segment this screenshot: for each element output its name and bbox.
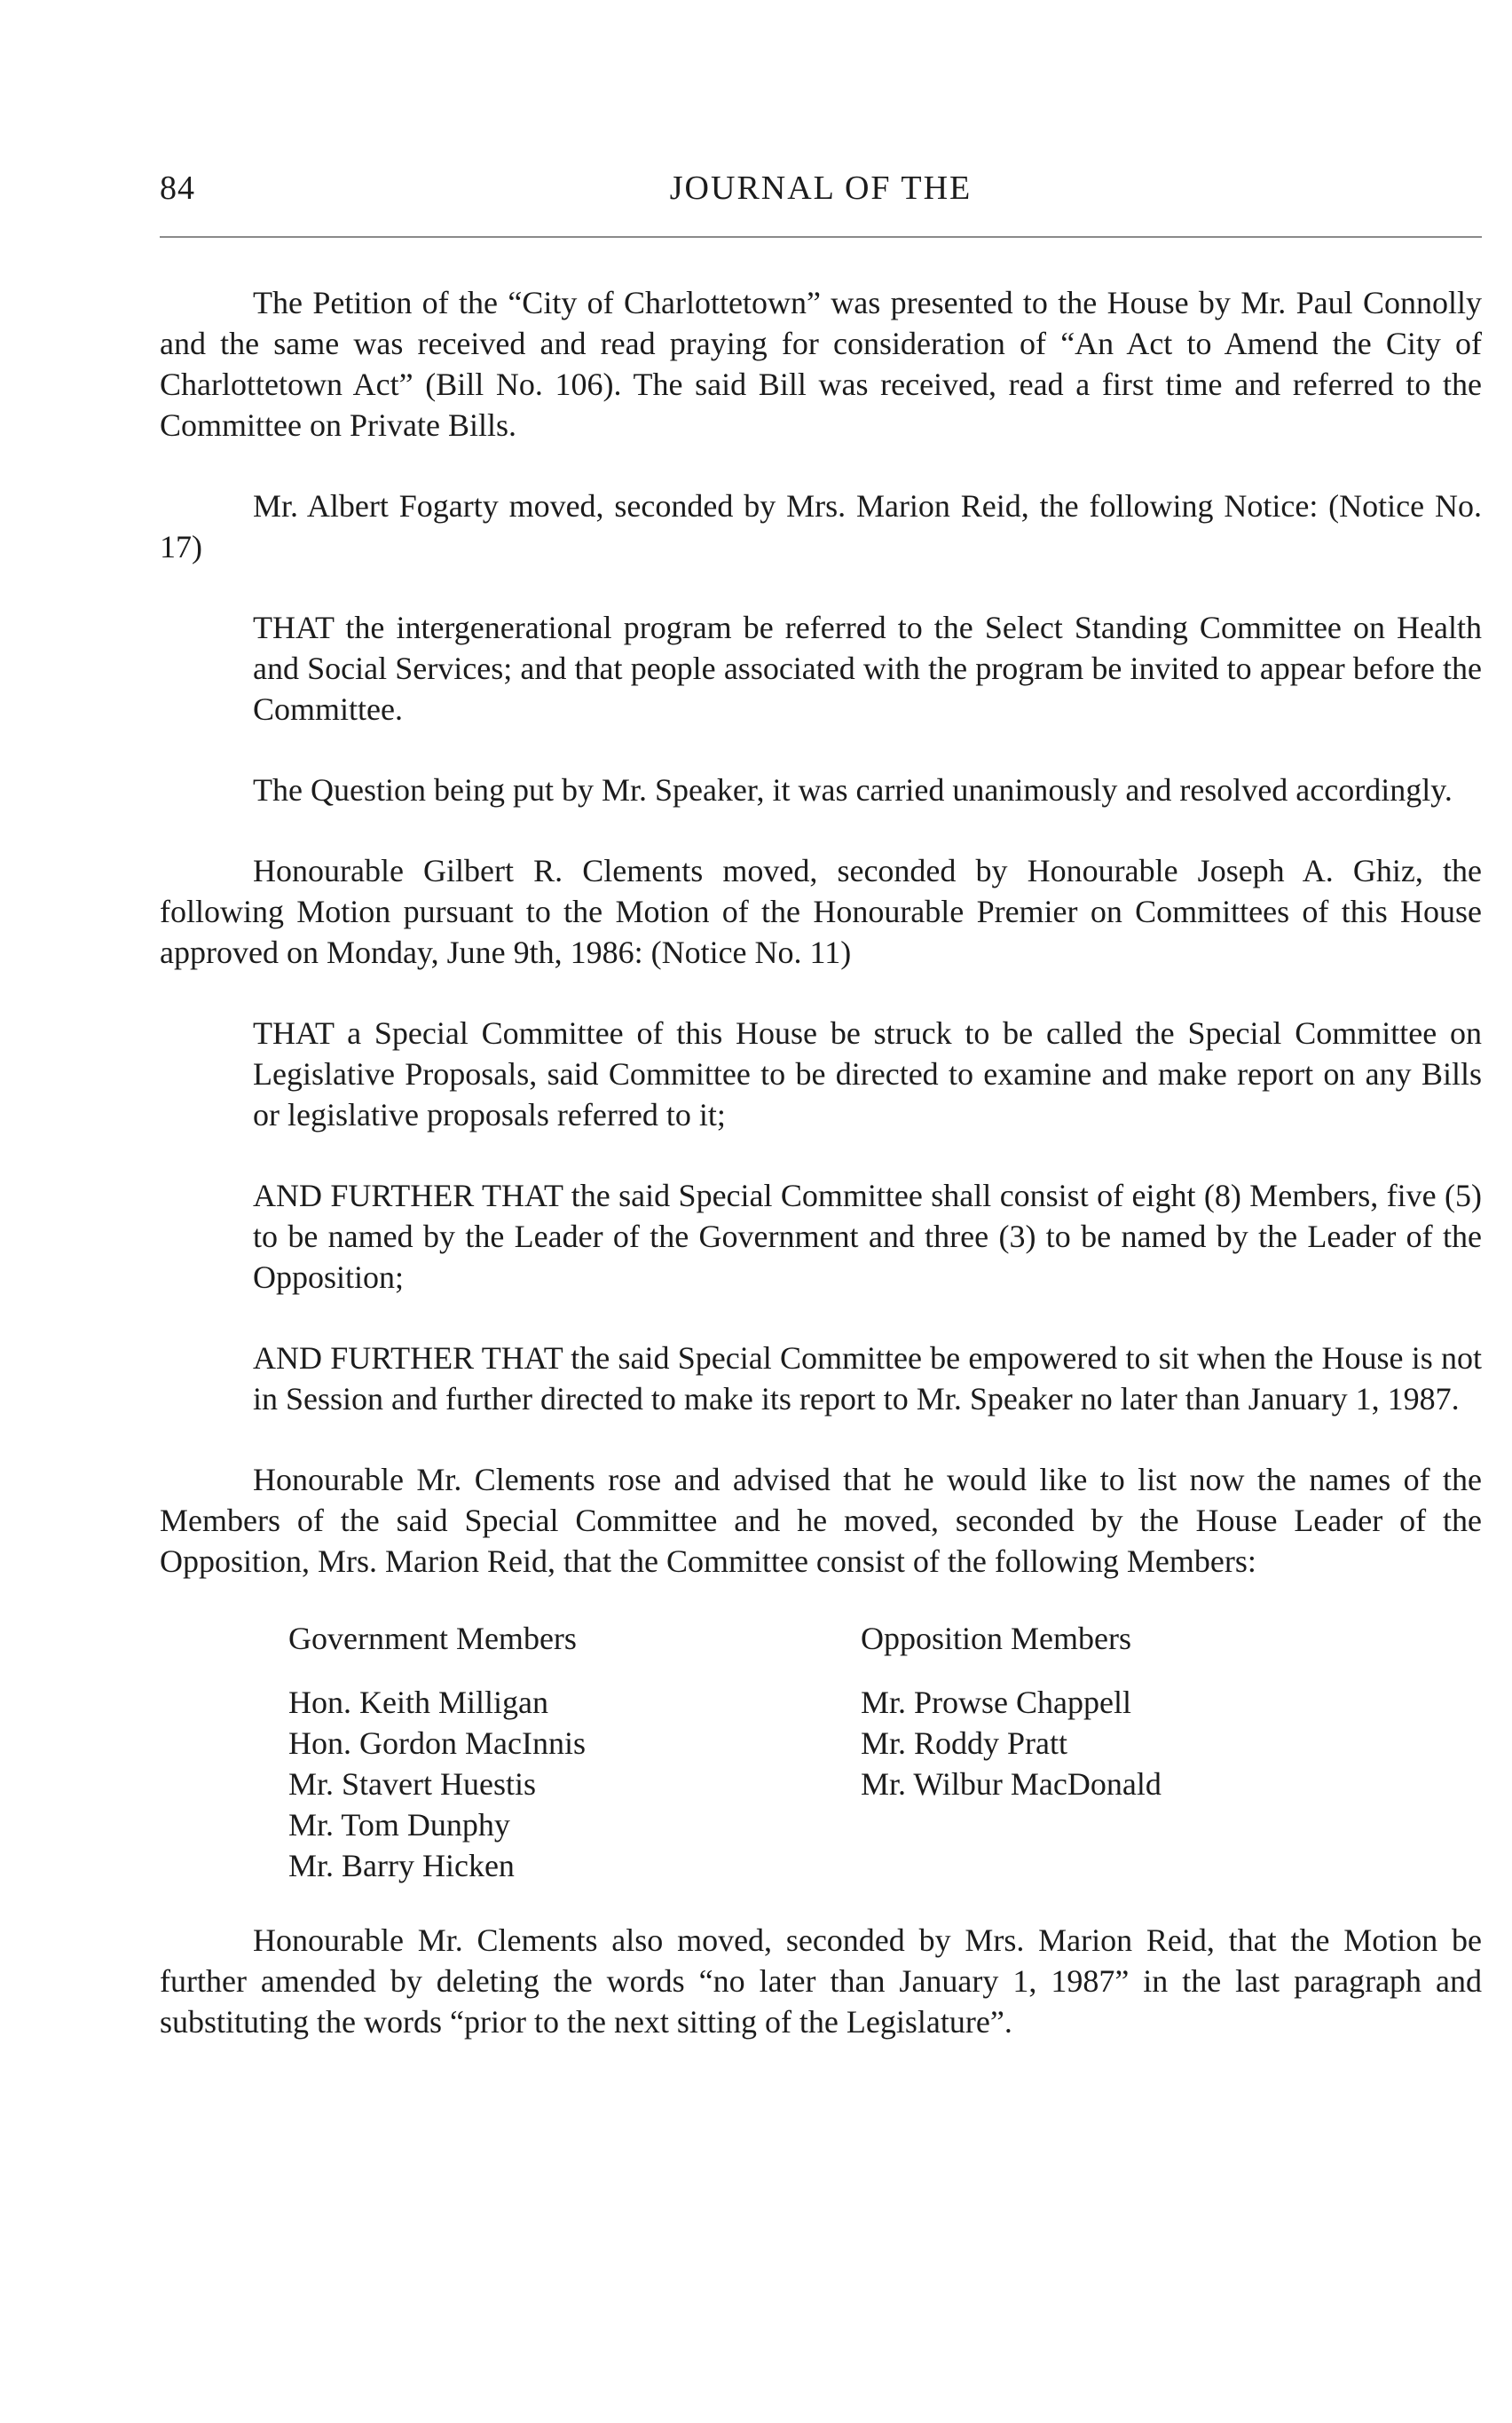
member-name: Mr. Barry Hicken: [288, 1848, 515, 1883]
government-members-column: [288, 1618, 861, 1886]
motion-text: THAT a Special Committee of this House be struck to be called the Special Committee on Legislative Proposals, said Committee to be directed to examine and make report on any Bills or legislative proposals referred to it;: [253, 1015, 1482, 1133]
header-rule: [160, 236, 1482, 238]
closing-paragraph: Honourable Mr. Clements also moved, seconded by Mrs. Marion Reid, that the Motion be further amended by deleting the words “no later than January 1, 1987” in the last paragraph and substituting the words “prior to the next sitting of the Legislature”.: [160, 1922, 1482, 2040]
member-name: Mr. Tom Dunphy: [288, 1807, 510, 1843]
page-header: [160, 169, 1482, 213]
journal-page: [160, 0, 1482, 2423]
member-name: Mr. Wilbur MacDonald: [861, 1766, 1162, 1802]
motion-text: AND FURTHER THAT the said Special Committee be empowered to sit when the House is not in Session and further directed to make its report to Mr. Speaker no later than January 1, 1987.: [253, 1340, 1482, 1417]
opposition-members-column: [861, 1618, 1433, 1886]
member-name: Mr. Stavert Huestis: [288, 1766, 536, 1802]
opposition-members-heading: Opposition Members: [861, 1621, 1131, 1656]
running-title: JOURNAL OF THE: [669, 170, 973, 207]
member-name: Hon. Gordon MacInnis: [288, 1725, 586, 1761]
motion-text: AND FURTHER THAT the said Special Committee shall consist of eight (8) Members, five (5) to be named by the Leader of the Government and three (3) to be named by the Leader of the Opposition;: [253, 1178, 1482, 1295]
notice-paragraph: Mr. Albert Fogarty moved, seconded by Mrs. Marion Reid, the following Notice: (Notice No. 17): [160, 488, 1482, 564]
member-name: Mr. Roddy Pratt: [861, 1725, 1068, 1761]
petition-paragraph: The Petition of the “City of Charlottetown” was presented to the House by Mr. Paul Connolly and the same was received and read praying for consideration of “An Act to Amend the City of Charlottetown Act” (Bill No. 106). The said Bill was received, read a first time and referred to the Committee on Private Bills.: [160, 285, 1482, 443]
committee-members: [288, 1618, 1482, 1886]
member-name: Hon. Keith Milligan: [288, 1685, 548, 1720]
motion-text: THAT the intergenerational program be referred to the Select Standing Committee on Health and Social Services; and that people associated with the program be invited to appear before the Committee.: [253, 610, 1482, 727]
question-paragraph: The Question being put by Mr. Speaker, it was carried unanimously and resolved accordingly.: [253, 772, 1453, 808]
members-intro-paragraph: Honourable Mr. Clements rose and advised that he would like to list now the names of the Members of the said Special Committee and he moved, seconded by the House Leader of the Opposition, Mrs. Marion Reid, that the Committee consist of the following Members:: [160, 1462, 1482, 1579]
page-number: 84: [160, 170, 195, 207]
government-members-heading: Government Members: [288, 1621, 577, 1656]
motion-intro-paragraph: Honourable Gilbert R. Clements moved, seconded by Honourable Joseph A. Ghiz, the following Motion pursuant to the Motion of the Honourable Premier on Committees of this House approved on Monday, June 9th, 1986: (Notice No. 11): [160, 853, 1482, 970]
member-name: Mr. Prowse Chappell: [861, 1685, 1131, 1720]
page-body: [160, 282, 1482, 2082]
